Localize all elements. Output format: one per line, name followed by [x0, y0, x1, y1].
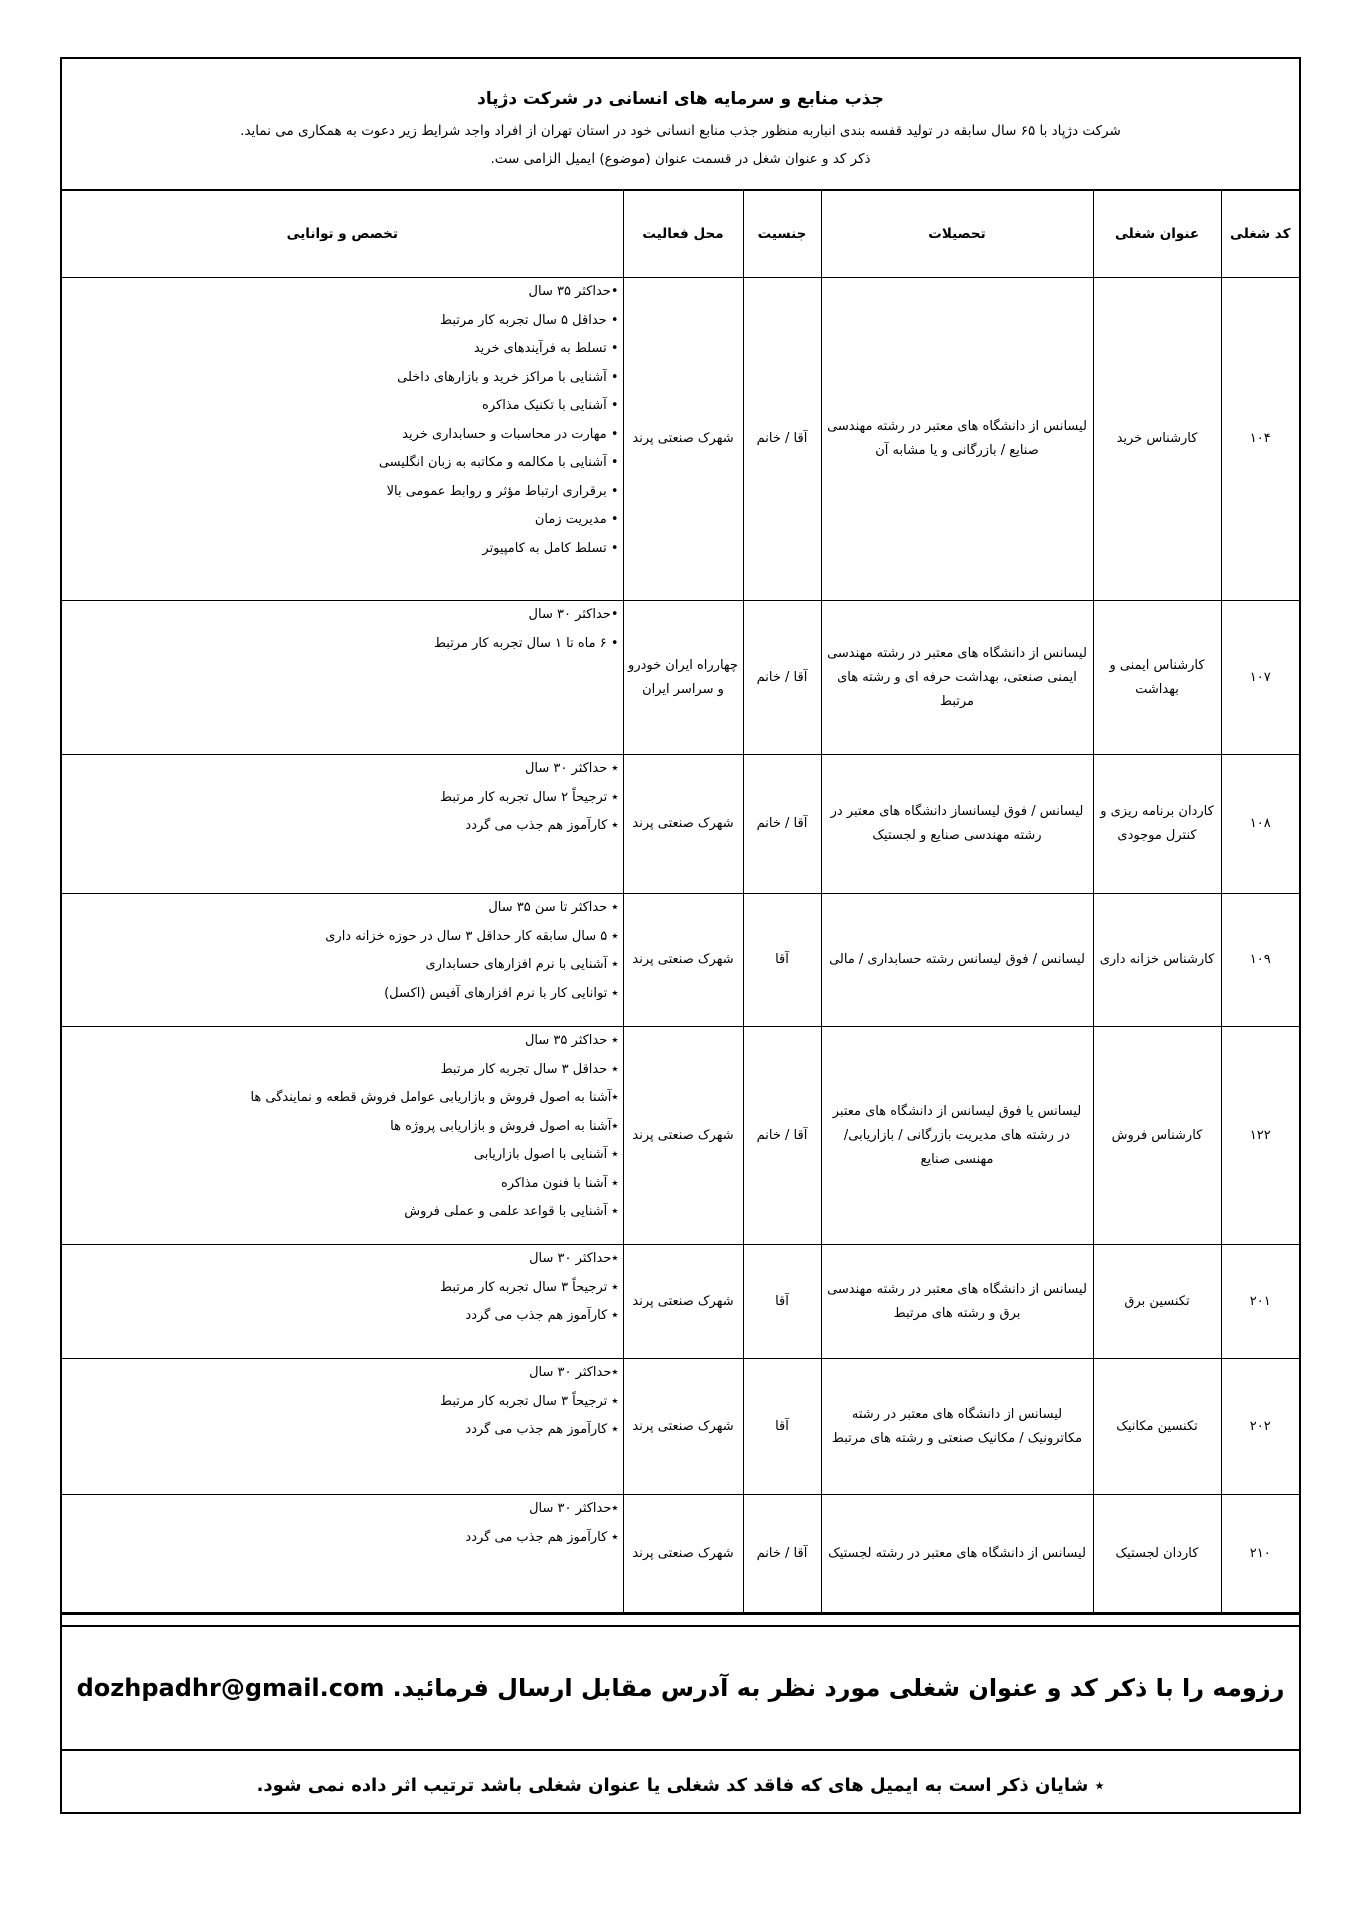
intro-line-2: ذکر کد و عنوان شغل در قسمت عنوان (موضوع) ایمیل الزامی ست.	[490, 151, 871, 167]
job-title: تکنسین برق	[1093, 1245, 1221, 1359]
email-address[interactable]: dozhpadhr@gmail.com	[76, 1674, 385, 1702]
job-code: ۱۲۲	[1221, 1027, 1299, 1245]
job-location: شهرک صنعتی پرند	[623, 1245, 743, 1359]
job-requirements	[62, 894, 623, 1027]
job-title: کارشناس خرید	[1093, 278, 1221, 601]
contact-line	[62, 1627, 1299, 1751]
job-gender: آقا / خانم	[743, 755, 821, 894]
intro-line-1: شرکت دژپاد با ۶۵ سال سابقه در تولید قفسه بندی انباربه منظور جذب منابع انسانی خود در استان تهران از افراد واجد شرایط زیر دعوت به همکاری می نماید.	[240, 123, 1121, 139]
requirement-item: • ۶ ماه تا ۱ سال تجربه کار مرتبط	[433, 635, 619, 651]
job-gender: آقا / خانم	[743, 601, 821, 755]
job-code: ۱۰۴	[1221, 278, 1299, 601]
contact-text: رزومه را با ذکر کد و عنوان شغلی مورد نظر به آدرس مقابل ارسال فرمائید.	[392, 1674, 1285, 1702]
requirement-item: • برقراری ارتباط مؤثر و روابط عمومی بالا	[386, 483, 619, 499]
requirement-item: • مدیریت زمان	[534, 512, 619, 527]
job-requirements	[62, 1359, 623, 1495]
job-education: لیسانس از دانشگاه های معتبر در رشته لجستیک	[821, 1495, 1093, 1613]
requirement-item: ٭ آشنایی با قواعد علمی و عملی فروش	[404, 1204, 619, 1219]
requirement-item: ٭ کارآموز هم جذب می گردد	[465, 1529, 619, 1545]
job-gender: آقا / خانم	[743, 278, 821, 601]
job-education: لیسانس از دانشگاه های معتبر در رشته مکاترونیک / مکانیک صنعتی و رشته های مرتبط	[821, 1359, 1093, 1495]
job-code: ۱۰۹	[1221, 894, 1299, 1027]
header-location: محل فعالیت	[623, 191, 743, 278]
job-requirements	[62, 1027, 623, 1245]
job-location: شهرک صنعتی پرند	[623, 894, 743, 1027]
header-gender: جنسیت	[743, 191, 821, 278]
header-title: عنوان شغلی	[1093, 191, 1221, 278]
job-location: شهرک صنعتی پرند	[623, 278, 743, 601]
requirement-item: ٭ حداقل ۳ سال تجربه کار مرتبط	[440, 1061, 619, 1077]
footer-note: ٭ شایان ذکر است به ایمیل های که فاقد کد شغلی یا عنوان شغلی باشد ترتیب اثر داده نمی شود.	[256, 1774, 1105, 1796]
requirement-item: •حداکثر ۳۵ سال	[528, 284, 619, 299]
requirement-item: • آشنایی با تکنیک مذاکره	[482, 398, 619, 413]
job-education: لیسانس / فوق لیسانساز دانشگاه های معتبر در رشته مهندسی صنایع و لجستیک	[821, 755, 1093, 894]
job-title: کاردان برنامه ریزی و کنترل موجودی	[1093, 755, 1221, 894]
requirement-item: • آشنایی با مکالمه و مکاتبه به زبان انگلیسی	[378, 455, 619, 470]
job-location: شهرک صنعتی پرند	[623, 1359, 743, 1495]
requirement-item: ٭ حداکثر تا سن ۳۵ سال	[488, 900, 619, 915]
requirement-item: ٭ کارآموز هم جذب می گردد	[465, 818, 619, 833]
job-gender: آقا	[743, 1245, 821, 1359]
requirement-item: ٭آشنا به اصول فروش و بازاریابی عوامل فروش قطعه و نمایندگی ها	[250, 1090, 619, 1105]
header-code: کد شغلی	[1221, 191, 1299, 278]
job-announcement	[60, 57, 1301, 1814]
requirement-item: • تسلط به فرآیندهای خرید	[473, 341, 619, 356]
job-location: شهرک صنعتی پرند	[623, 1495, 743, 1613]
job-title: کاردان لجستیک	[1093, 1495, 1221, 1613]
table-row	[62, 894, 1299, 1027]
table-row	[62, 1245, 1299, 1359]
job-requirements	[62, 755, 623, 894]
job-title: کارشناس خزانه داری	[1093, 894, 1221, 1027]
requirement-item: ٭ ترجیحاً ۲ سال تجربه کار مرتبط	[440, 789, 619, 805]
table-row	[62, 755, 1299, 894]
requirement-item: ٭حداکثر ۳۰ سال	[529, 1501, 619, 1516]
job-requirements	[62, 278, 623, 601]
requirement-item: ٭ ۵ سال سابقه کار حداقل ۳ سال در حوزه خزانه داری	[325, 928, 619, 944]
requirement-item: ٭ آشنایی با اصول بازاریابی	[473, 1147, 619, 1162]
job-gender: آقا / خانم	[743, 1027, 821, 1245]
job-location: چهارراه ایران خودرو و سراسر ایران	[623, 601, 743, 755]
requirement-item: ٭ حداکثر ۳۰ سال	[524, 761, 619, 776]
job-education: لیسانس / فوق لیسانس رشته حسابداری / مالی	[821, 894, 1093, 1027]
jobs-table	[62, 191, 1299, 1613]
job-gender: آقا / خانم	[743, 1495, 821, 1613]
job-education: لیسانس از دانشگاه های معتبر در رشته مهندسی صنایع / بازرگانی و یا مشابه آن	[821, 278, 1093, 601]
requirement-item: • آشنایی با مراکز خرید و بازارهای داخلی	[397, 369, 619, 385]
requirement-item: ٭ ترجیحاً ۳ سال تجربه کار مرتبط	[440, 1279, 619, 1295]
requirement-item: ٭ کارآموز هم جذب می گردد	[465, 1422, 619, 1437]
job-education: لیسانس یا فوق لیسانس از دانشگاه های معتبر در رشته های مدیریت بازرگانی / بازاریابی/ مهنسی صنایع	[821, 1027, 1093, 1245]
job-location: شهرک صنعتی پرند	[623, 755, 743, 894]
announcement-header	[62, 59, 1299, 191]
requirement-item: •حداکثر ۳۰ سال	[528, 607, 619, 622]
table-header-row	[62, 191, 1299, 278]
job-title: تکنسین مکانیک	[1093, 1359, 1221, 1495]
requirement-item: ٭حداکثر ۳۰ سال	[529, 1251, 619, 1266]
table-row	[62, 1027, 1299, 1245]
job-education: لیسانس از دانشگاه های معتبر در رشته مهندسی ایمنی صنعتی، بهداشت حرفه ای و رشته های مرتبط	[821, 601, 1093, 755]
requirement-item: ٭آشنا به اصول فروش و بازاریابی پروژه ها	[390, 1118, 619, 1134]
table-row	[62, 1359, 1299, 1495]
requirement-item: ٭ آشنایی با نرم افزارهای حسابداری	[425, 957, 619, 972]
page-title: جذب منابع و سرمایه های انسانی در شرکت دژپاد	[477, 89, 884, 109]
job-code: ۲۰۱	[1221, 1245, 1299, 1359]
job-code: ۱۰۸	[1221, 755, 1299, 894]
job-requirements	[62, 1495, 623, 1613]
job-education: لیسانس از دانشگاه های معتبر در رشته مهندسی برق و رشته های مرتبط	[821, 1245, 1093, 1359]
job-code: ۱۰۷	[1221, 601, 1299, 755]
requirement-item: • مهارت در محاسبات و حسابداری خرید	[402, 426, 619, 442]
job-gender: آقا	[743, 1359, 821, 1495]
requirement-item: ٭حداکثر ۳۰ سال	[529, 1365, 619, 1380]
requirement-item: ٭ ترجیحاً ۳ سال تجربه کار مرتبط	[440, 1393, 619, 1409]
table-row	[62, 1495, 1299, 1613]
requirement-item: • حداقل ۵ سال تجربه کار مرتبط	[440, 312, 619, 328]
job-requirements	[62, 1245, 623, 1359]
table-row	[62, 278, 1299, 601]
job-gender: آقا	[743, 894, 821, 1027]
table-row	[62, 601, 1299, 755]
requirement-item: ٭ آشنا با فنون مذاکره	[500, 1175, 619, 1191]
job-title: کارشناس فروش	[1093, 1027, 1221, 1245]
job-code: ۲۱۰	[1221, 1495, 1299, 1613]
requirement-item: ٭ توانایی کار با نرم افزارهای آفیس (اکسل)	[384, 985, 619, 1001]
job-title: کارشناس ایمنی و بهداشت	[1093, 601, 1221, 755]
header-requirements: تخصص و توانایی	[62, 191, 623, 278]
section-divider	[62, 1613, 1299, 1627]
job-location: شهرک صنعتی پرند	[623, 1027, 743, 1245]
job-code: ۲۰۲	[1221, 1359, 1299, 1495]
requirement-item: ٭ کارآموز هم جذب می گردد	[465, 1308, 619, 1323]
job-requirements	[62, 601, 623, 755]
requirement-item: ٭ حداکثر ۳۵ سال	[524, 1033, 619, 1048]
job-rows	[62, 278, 1299, 1613]
requirement-item: • تسلط کامل به کامپیوتر	[482, 540, 619, 556]
header-education: تحصیلات	[821, 191, 1093, 278]
